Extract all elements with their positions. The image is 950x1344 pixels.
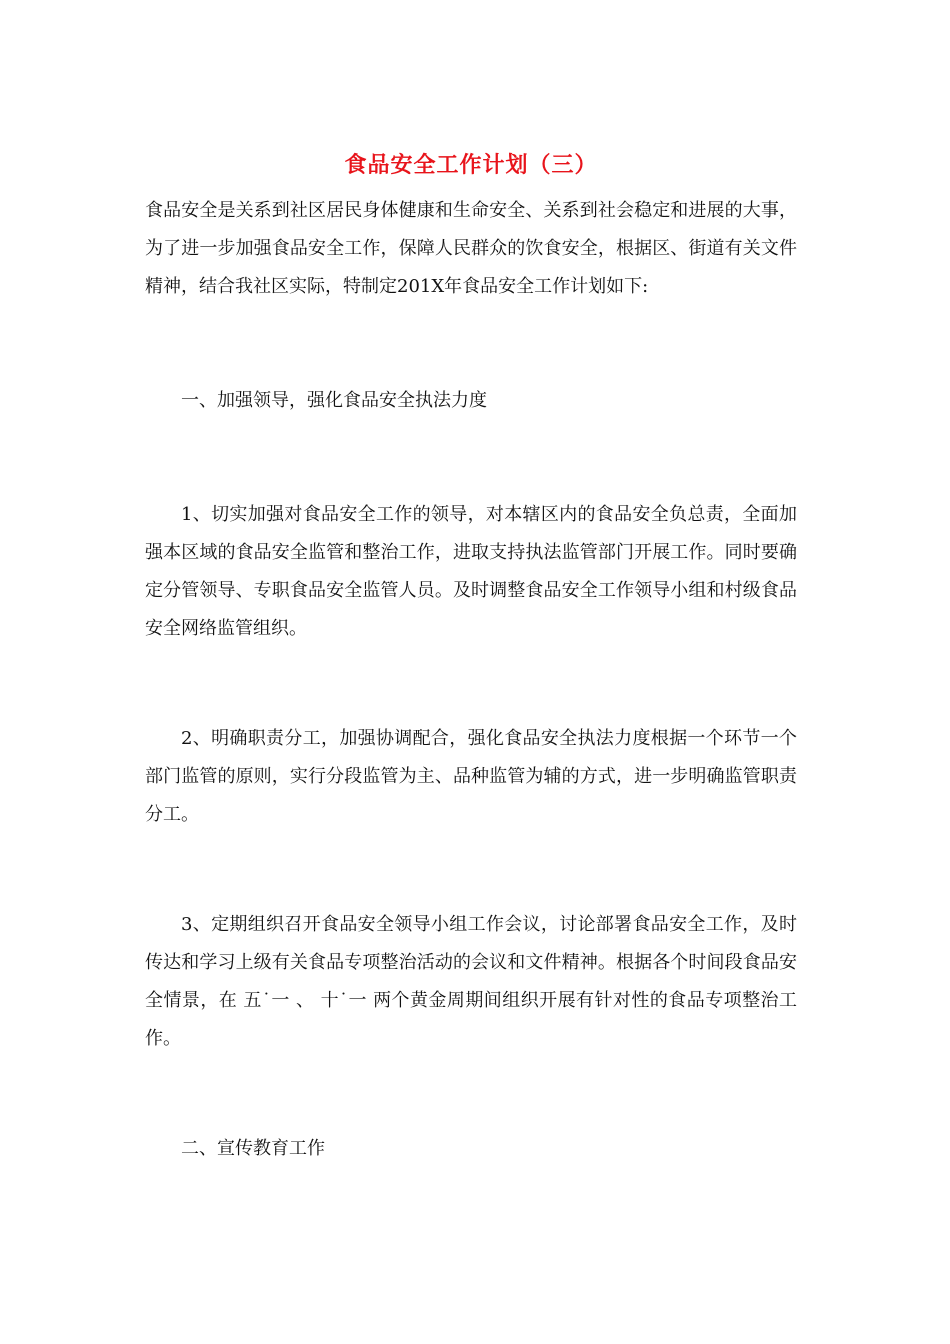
document-body	[145, 148, 797, 1168]
section-2-heading: 二、宣传教育工作	[181, 1138, 325, 1159]
section-1-heading: 一、加强领导，强化食品安全执法力度	[181, 390, 487, 411]
intro-paragraph: 食品安全是关系到社区居民身体健康和生命安全、关系到社会稳定和进展的大事，为了进一步加强食品安全工作，保障人民群众的饮食安全，根据区、街道有关文件精神，结合我社区实际，特制定201X年食品安全工作计划如下:	[145, 200, 797, 297]
item-1-paragraph: 1、切实加强对食品安全工作的领导，对本辖区内的食品安全负总责，全面加强本区域的食品安全监管和整治工作，进取支持执法监管部门开展工作。同时要确定分管领导、专职食品安全监管人员。及时调整食品安全工作领导小组和村级食品安全网络监管组织。	[145, 504, 797, 639]
document-title: 食品安全工作计划（三）	[344, 152, 598, 178]
item-3-paragraph: 3、定期组织召开食品安全领导小组工作会议，讨论部署食品安全工作，及时传达和学习上级有关食品专项整治活动的会议和文件精神。根据各个时间段食品安全情景，在 五˙一 、 十˙一 两个黄金周期间组织开展有针对性的食品专项整治工作。	[145, 914, 797, 1049]
item-2-paragraph: 2、明确职责分工，加强协调配合，强化食品安全执法力度根据一个环节一个部门监管的原则，实行分段监管为主、品种监管为辅的方式，进一步明确监管职责分工。	[145, 728, 797, 825]
